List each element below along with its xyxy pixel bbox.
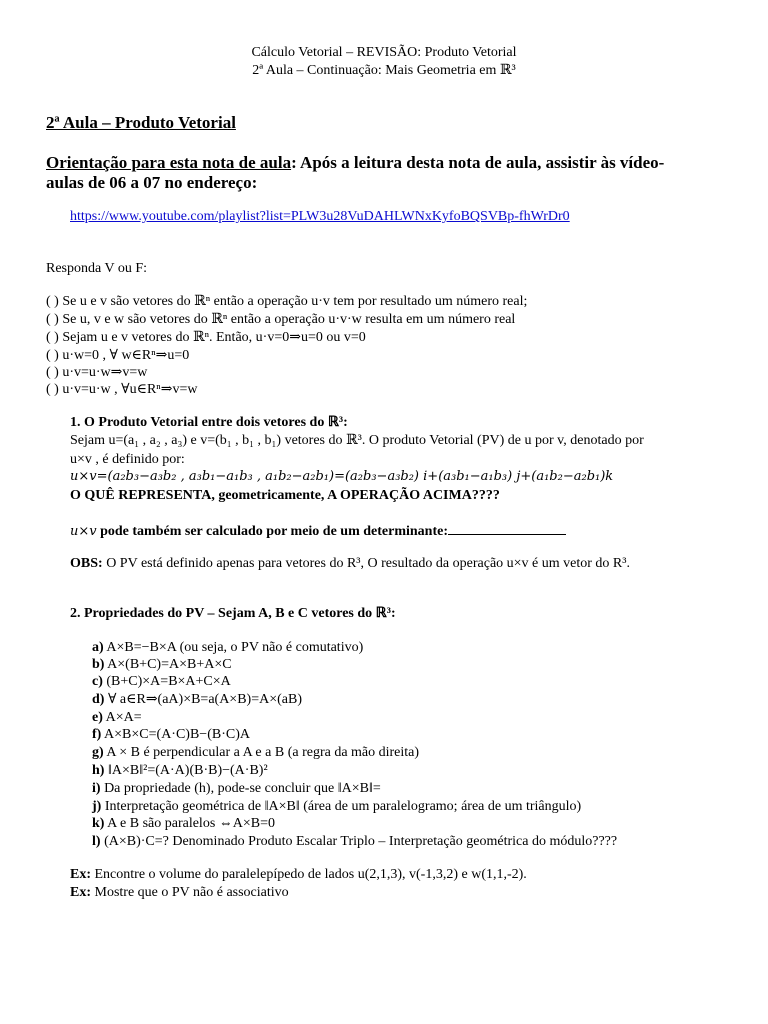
property-key: a) [92,640,104,655]
obs-label: OBS: [70,556,103,571]
cross-product-symbol: u×v [70,524,97,539]
property-key: d) [92,692,105,707]
property-key: f) [92,727,102,742]
property-item [92,639,363,657]
property-item [92,726,250,744]
property-key: k) [92,816,105,831]
property-item [92,656,232,674]
property-item [92,744,419,762]
section-2-title: 2. Propriedades do PV – Sejam A, B e C vetores do ℝ³: [70,606,396,621]
answer-blank [448,521,566,535]
property-key: b) [92,657,105,672]
determinant-line [70,521,566,541]
vf-item: ( ) u·v=u·w , ∀u∈Rⁿ⇒v=w [46,382,198,397]
exercise-label: Ex: [70,885,91,900]
section-title: 2ª Aula – Produto Vetorial [46,113,236,132]
section-1-title: 1. O Produto Vetorial entre dois vetores do ℝ³: [70,415,348,430]
property-item [92,691,302,709]
property-key: g) [92,745,104,760]
section-1-line-1: Sejam u=(a₁ , a₂ , a₃) e v=(b₁ , b₁ , b₁) vetores do ℝ³. O produto Vetorial (PV) de u por v, denotado por [70,433,644,448]
exercise-item [70,866,527,884]
vf-item: ( ) u·w=0 , ∀ w∈Rⁿ⇒u=0 [46,348,190,363]
geometric-question: O QUÊ REPRESENTA, geometricamente, A OPERAÇÃO ACIMA???? [70,488,500,503]
obs-line [70,555,630,573]
property-key: h) [92,763,105,778]
property-key: c) [92,674,103,689]
property-text: Da propriedade (h), pode-se concluir que ‖A×B‖= [100,781,381,796]
vf-item: ( ) Se u, v e w são vetores do ℝⁿ então a operação u·v·w resulta em um número real [46,312,516,327]
section-1-line-2: u×v , é definido por: [70,452,185,467]
property-text: A×(B+C)=A×B+A×C [104,657,232,672]
property-key: i) [92,781,101,796]
property-item [92,815,275,833]
property-item [92,673,231,691]
property-text: A×B×C=(A·C)B−(B·C)A [101,727,250,742]
orientation-line-1 [46,152,664,174]
property-key: e) [92,710,103,725]
property-key: l) [92,834,101,849]
orientation-label: Orientação para esta nota de aula [46,153,292,172]
property-text: A × B é perpendicular a A e a B (a regra da mão direita) [103,745,420,760]
property-text: A e B são paralelos ⇔A×B=0 [104,816,276,831]
vf-item: ( ) Se u e v são vetores do ℝⁿ então a operação u·v tem por resultado um número real; [46,294,528,309]
property-text: (B+C)×A=B×A+C×A [102,674,231,689]
property-item [92,762,268,780]
property-item [92,780,381,798]
property-text: A×A= [102,710,142,725]
orientation-text: : Após a leitura desta nota de aula, assistir às vídeo- [291,153,665,172]
property-text: ∀ a∈R⇒(aA)×B=a(A×B)=A×(aB) [104,692,302,707]
exercise-text: Encontre o volume do paralelepípedo de lados u(2,1,3), v(-1,3,2) e w(1,1,-2). [91,867,527,882]
header-subtitle: 2ª Aula – Continuação: Mais Geometria em ℝ³ [252,63,516,78]
property-text: ‖A×B‖²=(A·A)(B·B)−(A·B)² [104,763,268,778]
property-text: (A×B)·C=? Denominado Produto Escalar Triplo – Interpretação geométrica do módulo???? [100,834,618,849]
vf-item: ( ) u·v=u·w⇒v=w [46,365,148,380]
determinant-text: pode também ser calculado por meio de um determinante: [96,524,448,539]
orientation-line-2: aulas de 06 a 07 no endereço: [46,173,258,192]
exercise-label: Ex: [70,867,91,882]
respond-instruction: Responda V ou F: [46,261,147,276]
cross-product-formula: u×v=(a₂b₃−a₃b₂ , a₃b₁−a₁b₃ , a₁b₂−a₂b₁)=(a₂b₃−a₃b₂) i+(a₃b₁−a₁b₃) j+(a₁b₂−a₂b₁)k [70,469,614,484]
property-key: j) [92,799,102,814]
property-item [92,833,617,851]
property-text: Interpretação geométrica de ‖A×B‖ (área de um paralelogramo; área de um triângulo) [101,799,582,814]
obs-text: O PV está definido apenas para vetores do R³, O resultado da operação u×v é um vetor do R³. [102,556,630,571]
property-item [92,709,142,727]
vf-item: ( ) Sejam u e v vetores do ℝⁿ. Então, u·v=0⇒u=0 ou v=0 [46,330,366,345]
header-title: Cálculo Vetorial – REVISÃO: Produto Vetorial [251,45,517,60]
property-item [92,798,581,816]
playlist-link[interactable]: https://www.youtube.com/playlist?list=PLW3u28VuDAHLWNxKyfoBQSVBp-fhWrDr0 [70,209,570,224]
property-text: A×B=−B×A (ou seja, o PV não é comutativo) [103,640,364,655]
exercise-item [70,884,289,902]
exercise-text: Mostre que o PV não é associativo [91,885,289,900]
